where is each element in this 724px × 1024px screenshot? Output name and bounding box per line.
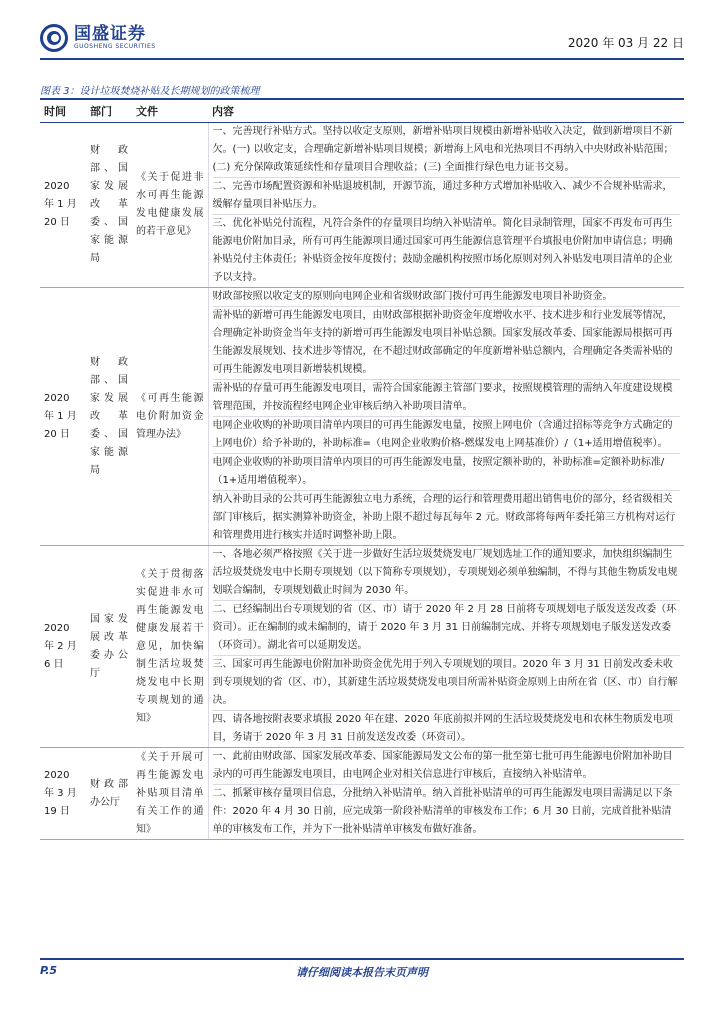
- table-caption: 图表 3：设计垃圾焚烧补贴及长期规划的政策梳理: [40, 86, 260, 97]
- content-paragraph: 四、请各地按附表要求填报 2020 年在建、2020 年底前拟并网的生活垃圾焚烧发电和农林生物质发电项目，务请于 2020 年 3 月 31 日前发送发改委（环资司）。: [212, 714, 673, 743]
- content-paragraph: 纳入补助目录的公共可再生能源独立电力系统，合理的运行和管理费用超出销售电价的部分，经省级相关部门审核后，据实测算补助资金，补助上限不超过每瓦每年 2 元。财政部将每两年委托第三方机构对运行和管理费用进行核实并适时调整补助上限。: [212, 494, 676, 541]
- disclaimer-note: 请仔细阅读本报告末页声明: [296, 966, 428, 979]
- content-paragraph: 电网企业收购的补助项目清单内项目的可再生能源发电量，按照上网电价（含通过招标等竞争方式确定的上网电价）给予补助的，补助标准=（电网企业收购价格-燃煤发电上网基准价）/（1+适用增值税率）。: [213, 417, 681, 454]
- row-doc: 《关于促进非水可再生能源发电健康发展的若干意见》: [132, 123, 208, 288]
- row-dept: 国家发展改革委办公厅: [86, 546, 132, 748]
- row-dept: 财政部、国家发展改革委、国家能源局: [86, 123, 132, 288]
- content-paragraph: 需补贴的新增可再生能源发电项目，由财政部根据补助资金年度增收水平、技术进步和行业发展等情况，合理确定补助资金当年支持的新增可再生能源发电项目补贴总额。国家发展改革委、国家能源局根据可再生能源发展规划、技术进步等情况，在不超过财政部确定的年度新增补贴总额内，合理确定各类需补贴的可再生能源发电项目新增装机规模。: [213, 307, 681, 380]
- company-logo: [40, 22, 156, 54]
- row-dept: 财政部办公厅: [86, 748, 132, 840]
- row-time: 2020 年 3 月 19 日: [40, 748, 86, 840]
- page-number: P.5: [40, 964, 58, 977]
- policy-table: [40, 98, 684, 840]
- header-divider: [40, 58, 684, 60]
- content-paragraph: 三、国家可再生能源电价附加补助资金优先用于列入专项规划的项目。2020 年 3 月 31 日前发改委未收到专项规划的省（区、市），其新建生活垃圾焚烧发电项目所需补贴资金原则上由所在省（区、市）自行解决。: [213, 656, 681, 711]
- row-time: 2020 年 1 月 20 日: [40, 288, 86, 546]
- row-dept: 财政部、国家发展改革委、国家能源局: [86, 288, 132, 546]
- table-row: [40, 288, 684, 546]
- logo-name: 国盛证券: [74, 24, 146, 44]
- content-paragraph: 需补贴的存量可再生能源发电项目，需符合国家能源主管部门要求，按照规模管理的需纳入年度建设规模管理范围，并按流程经电网企业审核后纳入补助项目清单。: [213, 380, 681, 417]
- content-paragraph: 二、完善市场配置资源和补贴退坡机制，开源节流，通过多种方式增加补贴收入、减少不合规补贴需求，缓解存量项目补贴压力。: [213, 178, 681, 215]
- content-paragraph: 二、已经编制出台专项规划的省（区、市）请于 2020 年 2 月 28 日前将专项规划电子版发送发改委（环资司）。正在编制的或未编制的，请于 2020 年 3 月 31 日前编制完成、并将专项规划电子版发送发改委（环资司）。湖北省可以延期发送。: [213, 601, 681, 656]
- row-content: [208, 288, 684, 546]
- row-content: [208, 748, 684, 840]
- row-time: 2020 年 1 月 20 日: [40, 123, 86, 288]
- content-paragraph: 一、各地必须严格按照《关于进一步做好生活垃圾焚烧发电厂规划选址工作的通知要求，加快组织编制生活垃圾焚烧发电中长期专项规划（以下简称专项规划），专项规划必须单独编制，不得与其他生物质发电规划联合编制，专项规划截止时间为 2030 年。: [213, 546, 681, 601]
- column-header-content: 内容: [208, 99, 684, 123]
- content-paragraph: 二、抓紧审核存量项目信息，分批纳入补贴清单。纳入首批补贴清单的可再生能源发电项目需满足以下条件：2020 年 4 月 30 日前，应完成第一阶段补贴清单的审核发布工作；6 月 30 日前，完成首批补贴清单的审核发布工作，并为下一批补贴清单审核发布做好准备。: [212, 788, 673, 835]
- content-paragraph: 一、完善现行补贴方式。坚持以收定支原则，新增补贴项目规模由新增补贴收入决定，做到新增项目不新欠。(一) 以收定支，合理确定新增补贴项目规模；新增海上风电和光热项目不再纳入中央财政补贴范围；(二) 充分保障政策延续性和存量项目合理收益；(三) 全面推行绿色电力证书交易。: [213, 123, 681, 178]
- row-time: 2020 年 2 月 6 日: [40, 546, 86, 748]
- table-row: [40, 546, 684, 748]
- row-doc: 《可再生能源电价附加资金管理办法》: [132, 288, 208, 546]
- content-paragraph: 财政部按照以收定支的原则向电网企业和省级财政部门拨付可再生能源发电项目补助资金。: [213, 288, 681, 307]
- footer-divider: [40, 958, 684, 960]
- report-date: 2020 年 03 月 22 日: [567, 36, 684, 50]
- table-header-row: [40, 99, 684, 123]
- row-doc: 《关于贯彻落实促进非水可再生能源发电健康发展若干意见，加快编制生活垃圾焚烧发电中长期专项规划的通知》: [132, 546, 208, 748]
- content-paragraph: 一、此前由财政部、国家发展改革委、国家能源局发文公布的第一批至第七批可再生能源电价附加补助目录内的可再生能源发电项目，由电网企业对相关信息进行审核后，直接纳入补贴清单。: [213, 748, 681, 785]
- content-paragraph: 电网企业收购的补助项目清单内项目的可再生能源发电量，按照定额补助的，补助标准=定额补助标准/（1+适用增值税率）。: [213, 454, 681, 491]
- logo-english-name: GUOSHENG SECURITIES: [74, 43, 156, 50]
- table-row: [40, 123, 684, 288]
- logo-mark-icon: [40, 24, 68, 52]
- table-row: [40, 748, 684, 840]
- row-doc: 《关于开展可再生能源发电补贴项目清单有关工作的通知》: [132, 748, 208, 840]
- row-content: [208, 546, 684, 748]
- column-header-time: 时间: [40, 99, 86, 123]
- page-header: [40, 22, 684, 58]
- row-content: [208, 123, 684, 288]
- column-header-doc: 文件: [132, 99, 208, 123]
- content-paragraph: 三、优化补贴兑付流程，凡符合条件的存量项目均纳入补贴清单。简化目录制管理，国家不再发布可再生能源电价附加目录，所有可再生能源项目通过国家可再生能源信息管理平台填报电价附加申请信息；明确补贴兑付主体责任；补贴资金按年度拨付；鼓励金融机构按照市场化原则对列入补贴发电项目清单的企业予以支持。: [212, 218, 673, 283]
- column-header-dept: 部门: [86, 99, 132, 123]
